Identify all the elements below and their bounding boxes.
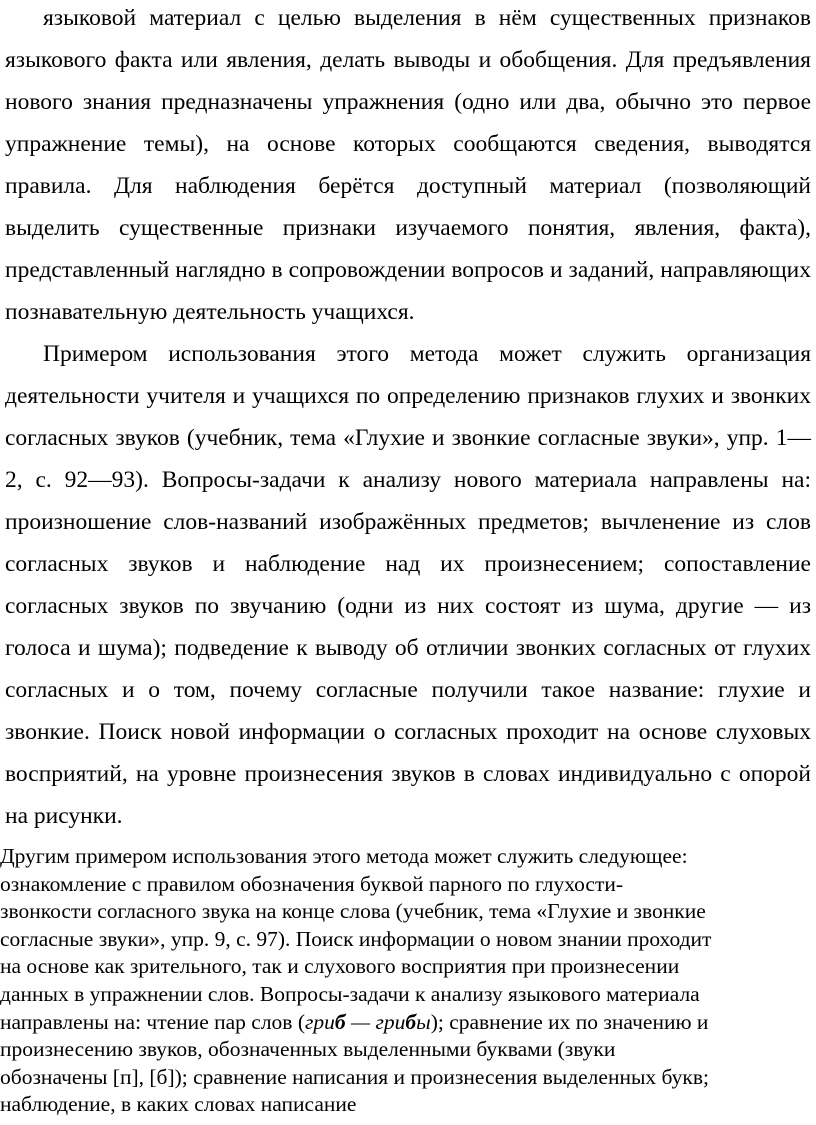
text-line: ознакомление с правилом обозначения буквой парного по глухости- (0, 871, 624, 896)
text-line: Другим примером использования этого метода может служить следующее: (0, 844, 688, 868)
text-line: ); сравнение их по значению и (430, 1009, 709, 1034)
text-line: обозначены [п], [б]); сравнение написания и произнесения выделенных букв; (0, 1064, 709, 1089)
text-line: на основе как зрительного, так и слухового восприятия при произнесении (0, 954, 680, 979)
text-line: согласные звуки», упр. 9, с. 97). Поиск информации о новом знании проходит (0, 926, 712, 951)
paragraph-example-consonants: Примером использования этого метода может служить организация деятельности учителя и учащихся по определению признаков глухих и звонких согласных звуков (учебник, тема «Глухие и звонкие согласные звуки», упр. 1—2, с. 92—93). Вопросы-задачи к анализу нового материала направлены на: произношение слов-названий изображённых предметов; вычленение из слов согласных звуков и наблюдение над их произнесением; сопоставление согласных звуков по звучанию (одни из них состоят из шума, другие — из голоса и шума); подведение к выводу об отличии звонких согласных от глухих согласных и о том, почему согласные получили такое название: глухие и звонкие. Поиск новой информации о согласных проходит на основе слуховых восприятий, на уровне произнесения звуков в словах индивидуально с опорой на рисунки. (5, 341, 811, 829)
text-line: данных в упражнении слов. Вопросы-задачи к анализу языкового материала (0, 981, 700, 1006)
text-line: наблюдение, в каких словах написание (0, 1092, 357, 1117)
paragraph-example-spelling (0, 843, 812, 1119)
text-line: звонкости согласного звука на конце слова (учебник, тема «Глухие и звонкие (0, 899, 706, 924)
text-line: произнесению звуков, обозначенных выделенными буквами (звуки (0, 1037, 616, 1062)
word-stem: гри (375, 1009, 406, 1034)
dash-separator: — (345, 1009, 376, 1034)
word-ending: ы (416, 1009, 431, 1034)
highlighted-letter: б (405, 1009, 417, 1034)
text-line: направлены на: чтение пар слов ( (0, 1009, 305, 1034)
example-word-grib (305, 1010, 431, 1034)
highlighted-letter: б (334, 1009, 346, 1034)
paragraph-observation-method: языковой материал с целью выделения в нём существенных признаков языкового факта или явления, делать выводы и обобщения. Для предъявления нового знания предназначены упражнения (одно или два, обычно это первое упражнение темы), на основе которых сообщаются сведения, выводятся правила. Для наблюдения берётся доступный материал (позволяющий выделить существенные признаки изучаемого понятия, явления, факта), представленный наглядно в сопровождении вопросов и заданий, направляющих познавательную деятельность учащихся. (5, 5, 811, 325)
word-stem: гри (305, 1009, 335, 1034)
